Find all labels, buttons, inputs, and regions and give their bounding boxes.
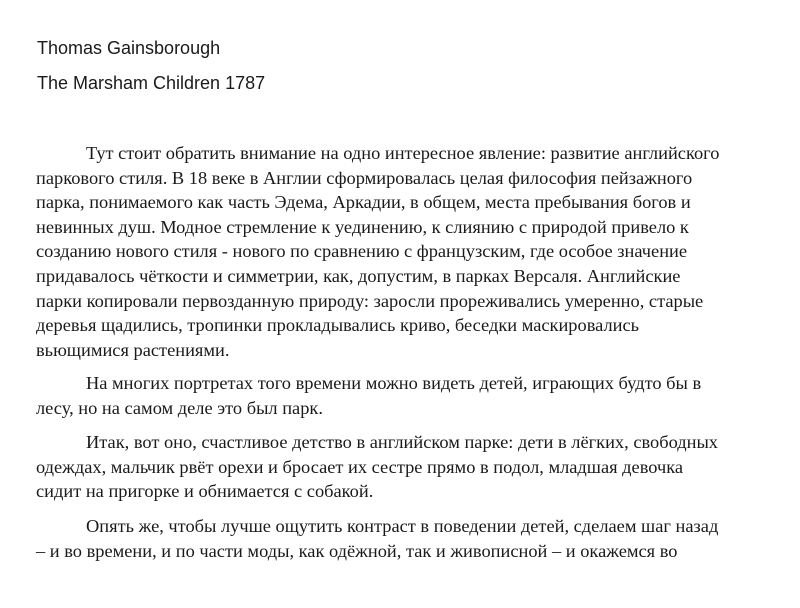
text-line: одеждах, мальчик рвёт орехи и бросает их сестре прямо в подол, младшая девочка	[36, 456, 684, 477]
text-line: На многих портретах того времени можно видеть детей, играющих будто бы в	[86, 373, 702, 393]
paragraph-2	[36, 371, 776, 420]
text-line: Опять же, чтобы лучше ощутить контраст в поведении детей, сделаем шаг назад	[86, 516, 719, 536]
text-line: – и во времени, и по части моды, как одёжной, так и живописной – и окажемся во	[36, 540, 678, 561]
paragraph-3	[36, 430, 776, 504]
text-line: парка, понимаемого как часть Эдема, Аркадии, в общем, места пребывания богов и	[36, 192, 691, 213]
author-name: Thomas Gainsborough	[37, 38, 221, 58]
text-line: невинных душ. Модное стремление к уединению, к слиянию с природой привело к	[36, 216, 689, 237]
text-line: Итак, вот оно, счастливое детство в английском парке: дети в лёгких, свободных	[86, 432, 719, 452]
text-line: созданию нового стиля - нового по сравнению с французским, где особое значение	[36, 241, 688, 262]
paragraph-1	[36, 141, 776, 362]
painting-title: The Marsham Children 1787	[37, 73, 266, 93]
text-line: сидит на пригорке и обнимается с собакой.	[36, 481, 374, 502]
text-line: паркового стиля. В 18 веке в Англии сформировалась целая философия пейзажного	[36, 167, 693, 188]
paragraph-4	[36, 514, 776, 563]
text-line: лесу, но на самом деле это был парк.	[36, 397, 323, 418]
text-line: деревья щадились, тропинки прокладывались криво, беседки маскировались	[36, 315, 640, 336]
text-line: Тут стоит обратить внимание на одно интересное явление: развитие английского	[86, 143, 720, 163]
text-line: придавалось чёткости и симметрии, как, допустим, в парках Версаля. Английские	[36, 265, 681, 286]
text-line: вьющимися растениями.	[36, 339, 230, 360]
text-line: парки копировали первозданную природу: заросли прореживались умеренно, старые	[36, 290, 704, 311]
